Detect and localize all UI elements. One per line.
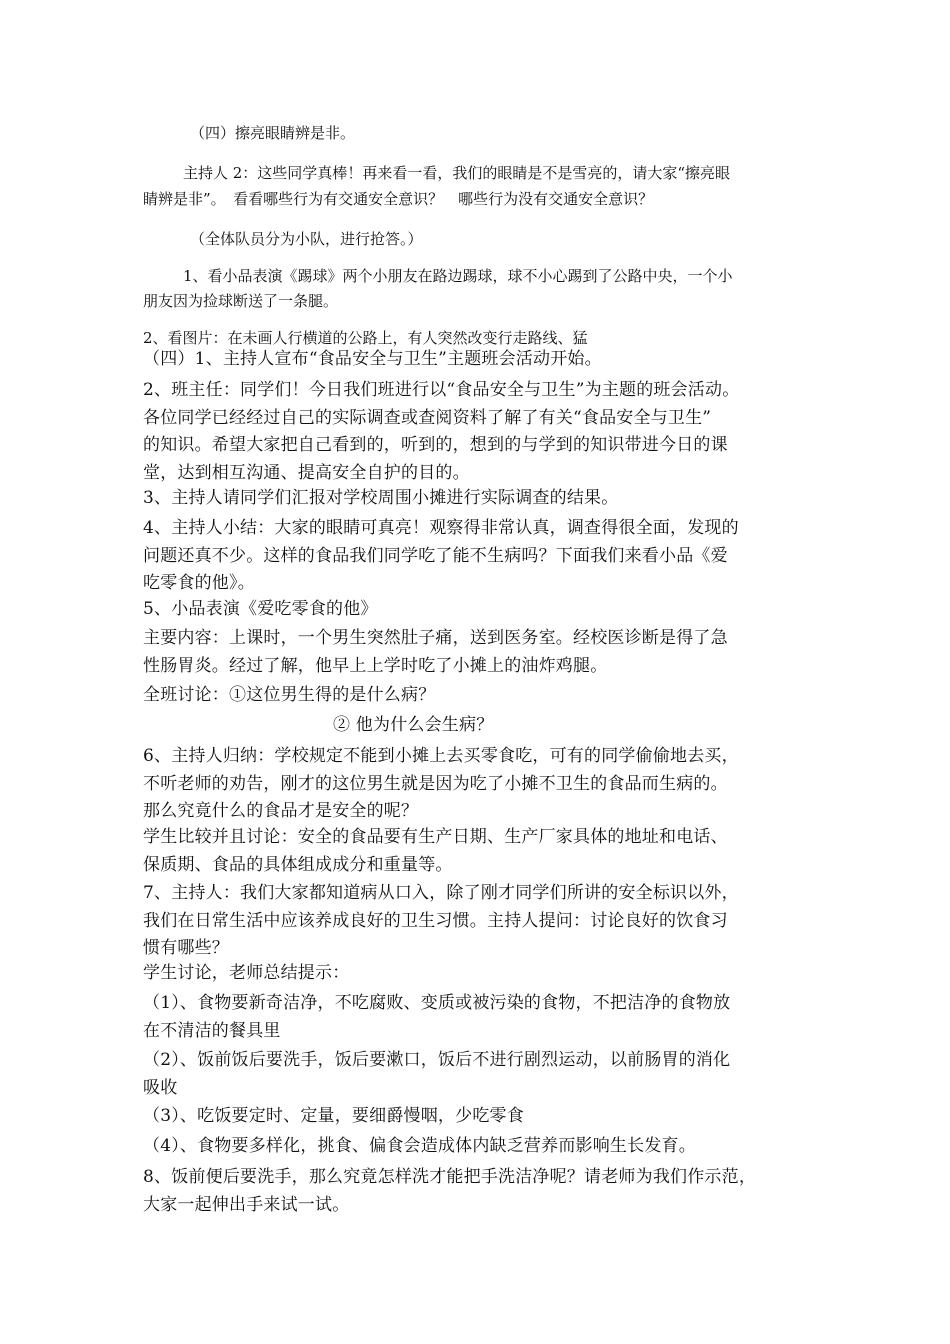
- host2-line-2: 睛辨是非”。 看看哪些行为有交通安全意识？ 哪些行为没有交通安全意识？: [143, 190, 654, 208]
- student-comparison: [143, 824, 728, 879]
- step-3: 3、主持人请同学们汇报对学校周围小摊进行实际调查的结果。: [143, 488, 619, 508]
- item2-paragraph: 2、看图片：在未画人行横道的公路上，有人突然改变行走路线、猛: [143, 329, 588, 347]
- step-2-line: 堂，达到相互沟通、提高安全自护的目的。: [143, 462, 470, 483]
- step-2-line: 的知识。希望大家把自己看到的，听到的，想到的与学到的知识带进今日的课: [143, 435, 728, 455]
- step-8-line: 8、饭前便后要洗手，那么究竟怎样洗才能把手洗洁净呢？请老师为我们作示范，: [143, 1167, 757, 1187]
- step-6-line: 不听老师的劝告，刚才的这位男生就是因为吃了小摊不卫生的食品而生病的。: [143, 773, 728, 794]
- step-6-line: 6、主持人归纳：学校规定不能到小摊上去买零食吃，可有的同学偷偷地去买，: [143, 746, 739, 766]
- item1-line-2: 朋友因为捡球断送了一条腿。: [143, 292, 339, 310]
- step-6: [143, 743, 739, 826]
- tip-4: （4）、食物要多样化，挑食、偏食会造成体内缺乏营养而影响生长发育。: [143, 1136, 696, 1156]
- discussion-question-2: ② 他为什么会生病？: [333, 715, 494, 735]
- tip-1: [143, 990, 730, 1045]
- tip-3: （3）、吃饭要定时、定量，要细爵慢咽，少吃零食: [143, 1106, 524, 1126]
- item1-paragraph: [183, 263, 733, 289]
- step-1: （四）1、主持人宣布“食品安全与卫生”主题班会活动开始。: [143, 349, 602, 369]
- teacher-summary: 学生讨论，老师总结提示：: [143, 963, 350, 983]
- host2-paragraph-cont: [143, 186, 653, 212]
- skit-content: [143, 625, 728, 680]
- step-7-line: 惯有哪些？: [143, 938, 229, 958]
- tip-1-line: （1）、食物要新奇洁净，不吃腐败、变质或被污染的食物，不把洁净的食物放: [143, 993, 731, 1013]
- comparison-line: 保质期、食品的具体组成成分和重量等。: [143, 854, 453, 875]
- step-2-line: 2、班主任：同学们！今日我们班进行以“食品安全与卫生”为主题的班会活动。: [143, 380, 740, 400]
- step-2: [143, 377, 739, 487]
- host2-line-1: 主持人 2：这些同学真棒！再来看一看，我们的眼睛是不是雪亮的，请大家“擦亮眼: [183, 164, 730, 182]
- skit-content-line: 性肠胃炎。经过了解，他早上上学时吃了小摊上的油炸鸡腿。: [143, 655, 608, 676]
- tip-2-line: 吸收: [143, 1077, 178, 1098]
- step-8: [143, 1164, 756, 1219]
- step-7-line: 7、主持人：我们大家都知道病从口入，除了刚才同学们所讲的安全标识以外，: [143, 883, 739, 903]
- skit-content-line: 主要内容：上课时，一个男生突然肚子痛，送到医务室。经校医诊断是得了急: [143, 628, 728, 648]
- step-2-line: 各位同学已经经过自己的实际调查或查阅资料了解了有关“食品安全与卫生”: [143, 407, 712, 428]
- step-6-line: 那么究竟什么的食品才是安全的呢？: [143, 801, 419, 821]
- step-4-line: 4、主持人小结：大家的眼睛可真亮！观察得非常认真，调查得很全面，发现的: [143, 518, 739, 538]
- comparison-line: 学生比较并且讨论：安全的食品要有生产日期、生产厂家具体的地址和电话、: [143, 827, 728, 847]
- step-8-line: 大家一起伸出手来试一试。: [143, 1194, 350, 1215]
- step-4-line: 吃零食的他》。: [143, 573, 255, 593]
- tip-1-line: 在不清洁的餐具里: [143, 1020, 281, 1041]
- step-7-line: 我们在日常生活中应该养成良好的卫生习惯。主持人提问：讨论良好的饮食习: [143, 910, 728, 931]
- section-heading: （四）擦亮眼睛辨是非。: [190, 124, 356, 142]
- discussion-question-1: 全班讨论：①这位男生得的是什么病？: [143, 685, 436, 705]
- tip-2-line: （2）、饭前饭后要洗手，饭后要漱口，饭后不进行剧烈运动，以前肠胃的消化: [143, 1050, 731, 1070]
- grouping-note: （全体队员分为小队，进行抢答。）: [190, 230, 423, 248]
- item1-paragraph-cont: [143, 288, 338, 314]
- step-7: [143, 880, 739, 963]
- step-4: [143, 515, 739, 598]
- host2-paragraph: [183, 160, 730, 186]
- step-4-line: 问题还真不少。这样的食品我们同学吃了能不生病吗？下面我们来看小品《爱: [143, 545, 728, 566]
- step-5: 5、小品表演《爱吃零食的他》: [143, 599, 378, 619]
- tip-2: [143, 1047, 730, 1102]
- item1-line-1: 1、看小品表演《踢球》两个小朋友在路边踢球，球不小心踢到了公路中央，一个小: [183, 267, 733, 285]
